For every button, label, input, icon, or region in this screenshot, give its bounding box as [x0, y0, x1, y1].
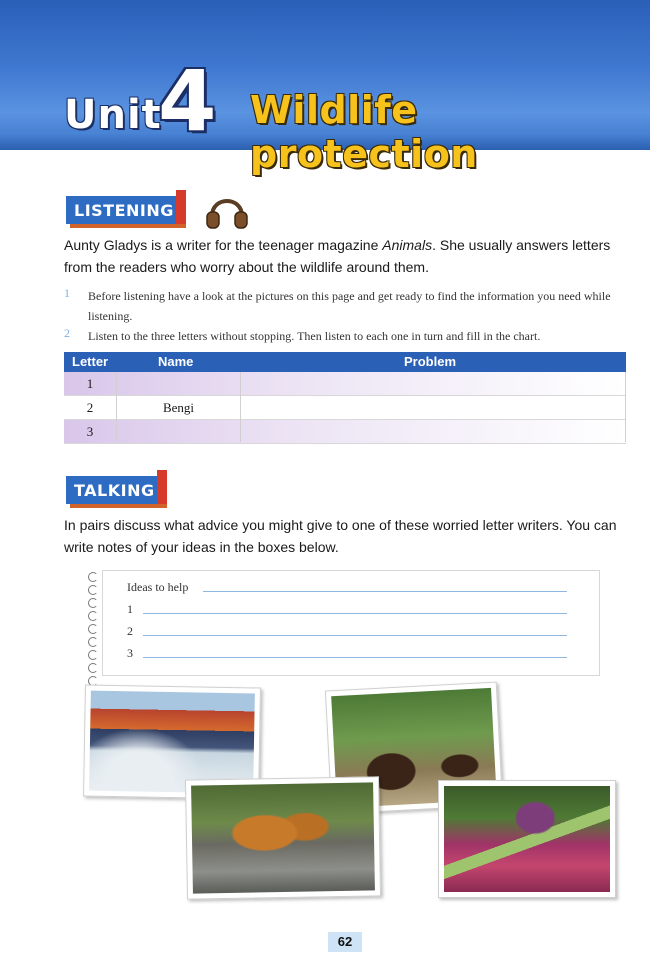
photo-garden	[438, 780, 616, 898]
item-number: 1	[64, 286, 70, 300]
headphones-icon	[204, 190, 250, 230]
cell-name	[117, 372, 240, 395]
photo-tiger	[185, 776, 381, 899]
label-accent	[157, 470, 167, 504]
notes-heading: Ideas to help	[127, 580, 189, 594]
table-row	[64, 396, 626, 420]
note-number: 1	[127, 602, 133, 616]
talking-intro: In pairs discuss what advice you might give to one of these worried letter writers. You can write notes of your ideas in the boxes below.	[64, 517, 617, 555]
note-line[interactable]	[143, 613, 567, 614]
header-letter: Letter	[72, 354, 109, 369]
cell-letter: 2	[86, 400, 94, 415]
intro-text-1: Aunty Gladys is a writer for the teenager magazine	[64, 237, 383, 253]
note-line[interactable]	[203, 591, 567, 592]
cell-name: Bengi	[162, 400, 195, 415]
table-row	[64, 420, 626, 444]
label-accent	[176, 190, 186, 224]
intro-text-2: . She usually answers letters from the readers who worry about the wildlife around them.	[64, 237, 611, 275]
column-divider	[240, 372, 241, 442]
table-row	[64, 372, 626, 396]
note-line[interactable]	[143, 635, 567, 636]
page-number: 62	[328, 932, 362, 952]
talking-label	[66, 476, 163, 504]
listening-item-1	[64, 286, 630, 326]
magazine-name: Animals	[382, 237, 433, 253]
note-number: 2	[127, 624, 133, 638]
notes-box	[102, 570, 600, 676]
listening-item-2	[64, 326, 630, 346]
item-number: 2	[64, 326, 70, 340]
unit-number: 4	[158, 52, 217, 150]
chart-header	[64, 352, 626, 372]
listening-label	[66, 196, 182, 224]
note-line[interactable]	[143, 657, 567, 658]
unit-word: Unit	[64, 92, 162, 138]
listening-intro	[64, 234, 630, 278]
talking-label-text: TALKING	[74, 481, 155, 500]
listening-label-text: LISTENING	[74, 201, 174, 220]
unit-title: Wildlife protection	[250, 88, 478, 176]
cell-name	[117, 420, 240, 443]
item-text: Before listening have a look at the pictures on this page and get ready to find the information you need while listening.	[88, 289, 611, 323]
cell-letter: 3	[86, 424, 94, 439]
column-divider	[625, 372, 626, 442]
item-text: Listen to the three letters without stopping. Then listen to each one in turn and fill in the chart.	[88, 329, 541, 343]
note-number: 3	[127, 646, 133, 660]
header-problem: Problem	[404, 354, 457, 369]
column-divider	[116, 372, 117, 442]
cell-letter: 1	[86, 376, 94, 391]
header-name: Name	[158, 354, 194, 369]
notebook-spiral	[88, 572, 100, 672]
